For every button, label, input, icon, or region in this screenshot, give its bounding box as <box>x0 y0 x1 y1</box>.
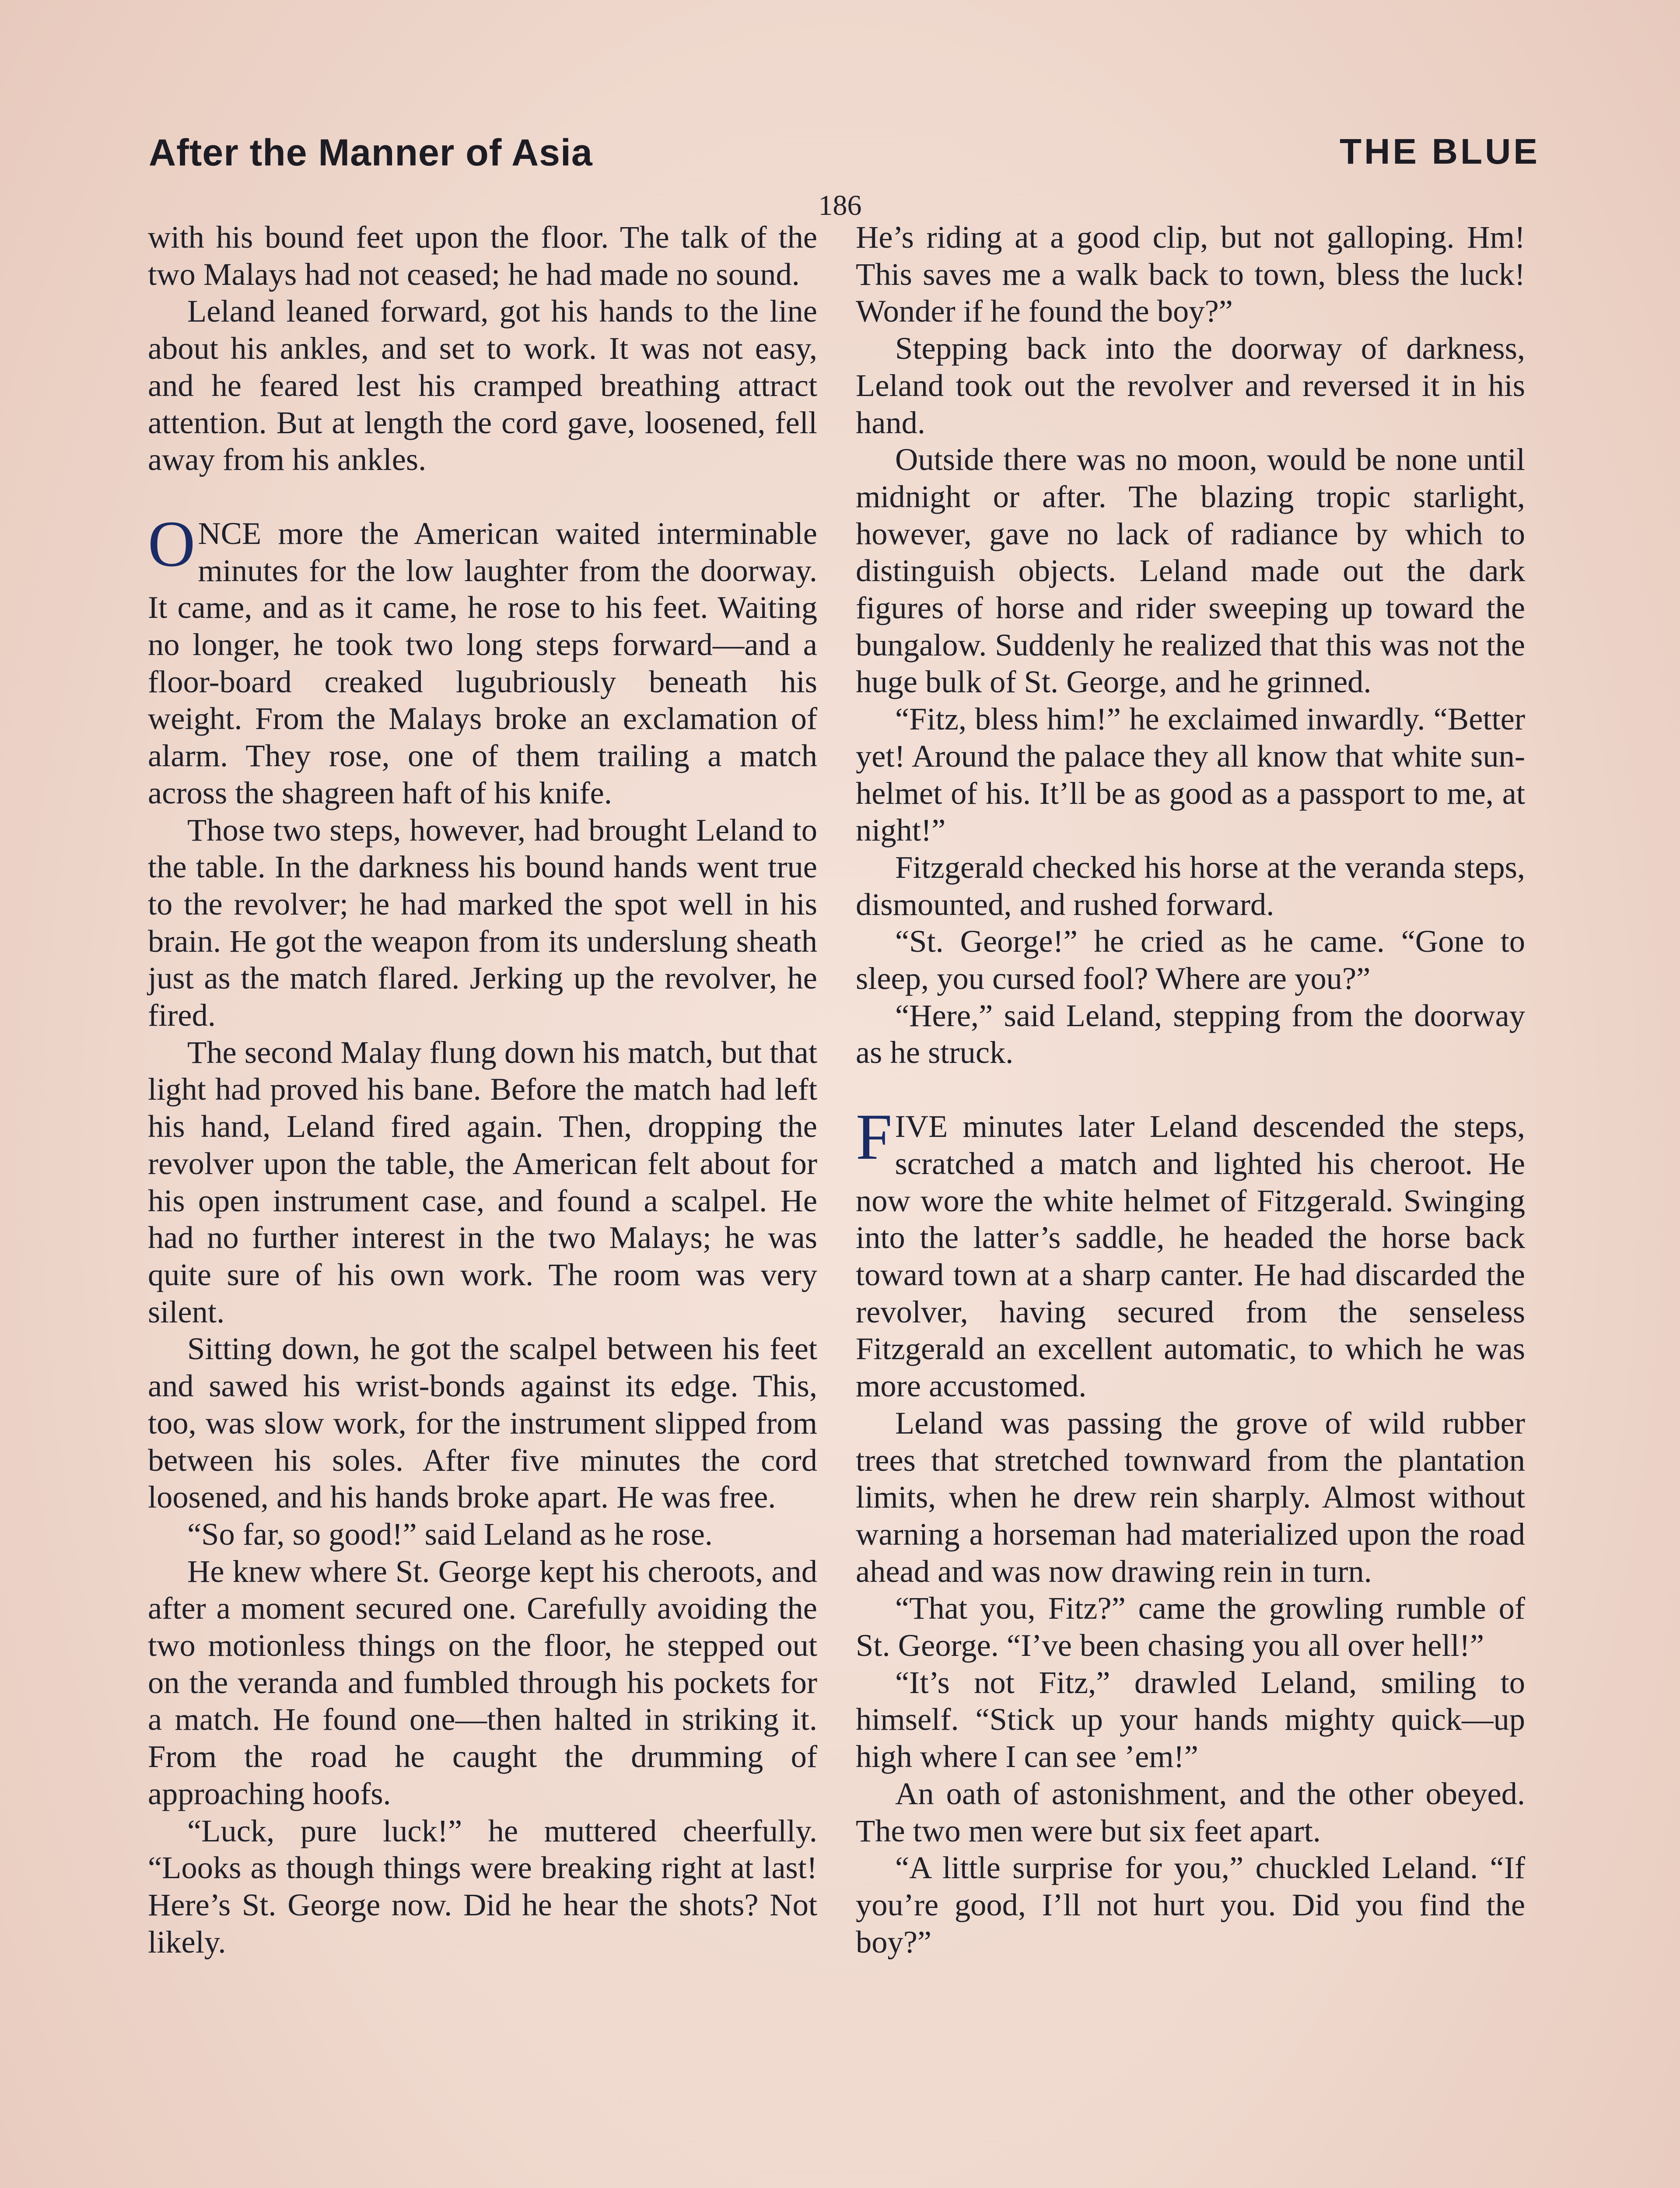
paragraph: Stepping back into the doorway of darkness, Leland took out the revolver and reversed it in his hand. <box>856 330 1525 440</box>
magazine-title: THE BLUE <box>1340 132 1540 172</box>
story-title: After the Manner of Asia <box>149 132 593 174</box>
drop-cap: F <box>856 1101 892 1174</box>
paragraph: “So far, so good!” said Leland as he rose. <box>187 1516 713 1552</box>
small-caps-lead: NCE <box>198 515 262 551</box>
left-text-column <box>148 219 817 1960</box>
page-number: 186 <box>818 189 862 221</box>
paragraph: Leland was passing the grove of wild rubber trees that stretched townward from the plantation limits, when he drew rein sharply. Almost without warning a horseman had materialized upon the road ahead and was now drawing rein in turn. <box>856 1405 1525 1589</box>
section-paragraph <box>856 1101 1525 1405</box>
paragraph: Fitzgerald checked his horse at the veranda steps, dismounted, and rushed forward. <box>856 849 1525 922</box>
paragraph: Leland leaned forward, got his hands to the line about his ankles, and set to work. It was not easy, and he feared lest his cramped breathing attract attention. But at length the cord gave, loosened, fell away from his ankles. <box>148 293 817 477</box>
paragraph: “That you, Fitz?” came the growling rumble of St. George. “I’ve been chasing you all over hell!” <box>856 1590 1525 1663</box>
paragraph: “A little surprise for you,” chuckled Leland. “If you’re good, I’ll not hurt you. Did you find the boy?” <box>856 1850 1525 1960</box>
paragraph: The second Malay flung down his match, but that light had proved his bane. Before the match had left his hand, Leland fired again. Then, dropping the revolver upon the table, the American felt about for his open instrument case, and found a scalpel. He had no further interest in the two Malays; he was quite sure of his own work. The room was very silent. <box>148 1034 817 1329</box>
paragraph-text: more the American waited interminable minutes for the low laughter from the doorway. It came, and as it came, he rose to his feet. Waiting no longer, he took two long steps forward—and a floor-board creaked lugubriously beneath his weight. From the Malays broke an exclamation of alarm. They rose, one of them trailing a match across the shagreen haft of his knife. <box>148 515 817 810</box>
paragraph: with his bound feet upon the floor. The talk of the two Malays had not ceased; he had made no sound. <box>148 219 817 292</box>
right-text-column <box>856 219 1525 1960</box>
paragraph: Outside there was no moon, would be none until midnight or after. The blazing tropic starlight, however, gave no lack of radiance by which to distinguish objects. Leland made out the dark figures of horse and rider sweeping up toward the bungalow. Suddenly he realized that this was not the huge bulk of St. George, and he grinned. <box>856 442 1525 700</box>
drop-cap: O <box>148 507 196 580</box>
paragraph: He knew where St. George kept his cheroots, and after a moment secured one. Carefully avoiding the two motionless things on the floor, he stepped out on the veranda and fumbled through his pockets for a match. He found one—then halted in striking it. From the road he caught the drumming of approaching hoofs. <box>148 1553 817 1811</box>
paragraph: “It’s not Fitz,” drawled Leland, smiling to himself. “Stick up your hands mighty quick—up high where I can see ’em!” <box>856 1664 1525 1774</box>
small-caps-lead: IVE <box>895 1108 948 1144</box>
paragraph: Sitting down, he got the scalpel between his feet and sawed his wrist-bonds against its edge. This, too, was slow work, for the instrument slipped from between his soles. After five minutes the cord loosened, and his hands broke apart. He was free. <box>148 1331 817 1515</box>
paragraph: “St. George!” he cried as he came. “Gone to sleep, you cursed fool? Where are you?” <box>856 923 1525 996</box>
paragraph-text: minutes later Leland descended the steps, scratched a match and lighted his cheroot. He now wore the white helmet of Fitzgerald. Swinging into the latter’s saddle, he headed the horse back toward town at a sharp canter. He had discarded the revolver, having secured from the senseless Fitzgerald an excellent automatic, to which he was more accustomed. <box>856 1108 1525 1404</box>
running-header <box>149 131 1540 184</box>
paragraph: He’s riding at a good clip, but not galloping. Hm! This saves me a walk back to town, bless the luck! Wonder if he found the boy?” <box>856 219 1525 329</box>
paragraph: Those two steps, however, had brought Leland to the table. In the darkness his bound hands went true to the revolver; he had marked the spot well in his brain. He got the weapon from its underslung sheath just as the match flared. Jerking up the revolver, he fired. <box>148 812 817 1033</box>
paragraph: An oath of astonishment, and the other obeyed. The two men were but six feet apart. <box>856 1775 1525 1848</box>
paragraph: “Here,” said Leland, stepping from the doorway as he struck. <box>856 997 1525 1070</box>
section-paragraph <box>148 507 817 812</box>
paragraph: “Fitz, bless him!” he exclaimed inwardly. “Better yet! Around the palace they all know that white sun-helmet of his. It’ll be as good as a passport to me, at night!” <box>856 701 1525 848</box>
paragraph: “Luck, pure luck!” he muttered cheerfully. “Looks as though things were breaking right at last! Here’s St. George now. Did he hear the shots? Not likely. <box>148 1813 817 1960</box>
